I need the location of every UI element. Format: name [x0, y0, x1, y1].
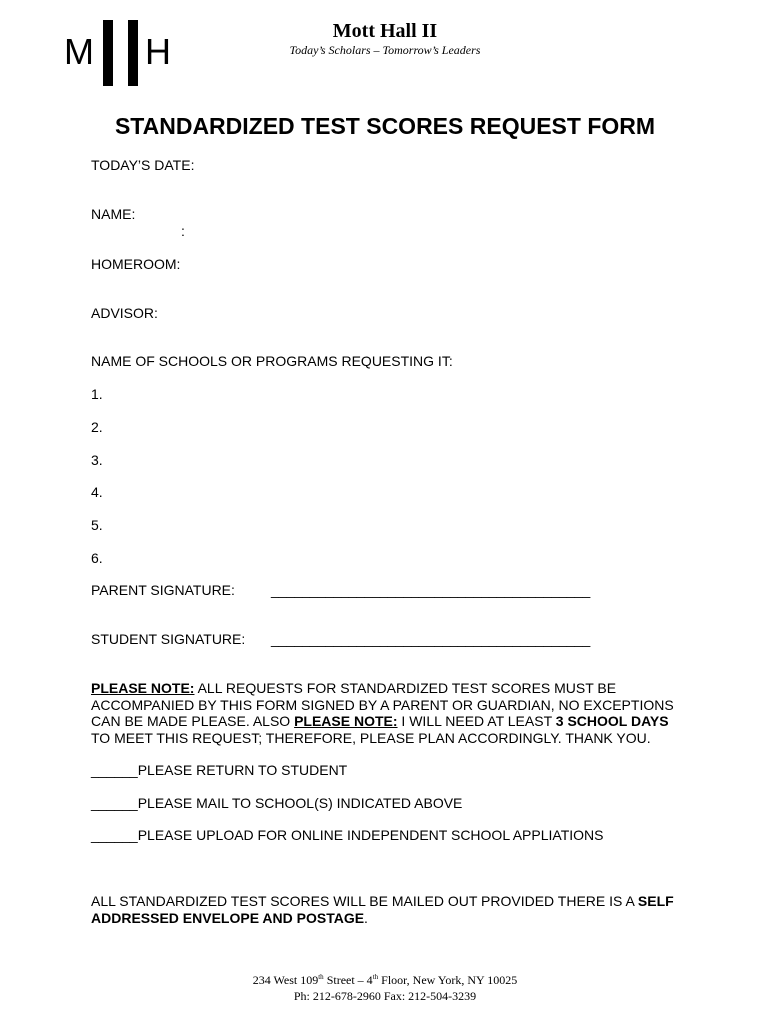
- closing-bold-self: SELF: [637, 893, 674, 909]
- option-mail-to-school[interactable]: ______PLEASE MAIL TO SCHOOL(S) INDICATED ABOVE: [91, 795, 463, 811]
- student-signature-line[interactable]: _________________________________________: [271, 631, 591, 647]
- footer-address: [0, 973, 770, 988]
- footer-address-part3: Floor, New York, NY 10025: [378, 973, 518, 987]
- parent-signature-label: PARENT SIGNATURE:: [91, 582, 235, 598]
- closing-end: .: [364, 909, 368, 926]
- footer-address-part1: 234 West 109: [252, 973, 319, 987]
- note-label-1: PLEASE NOTE:: [91, 680, 195, 696]
- school-list-item-2: 2.: [91, 419, 103, 435]
- logo-letter-m: M: [64, 31, 94, 72]
- school-tagline: Today’s Scholars – Tomorrow’s Leaders: [289, 43, 481, 57]
- note-text-2: I WILL NEED AT LEAST: [397, 713, 556, 729]
- school-name: Mott Hall II: [332, 20, 438, 42]
- name-label: NAME:: [91, 206, 136, 222]
- name-colon: :: [181, 223, 185, 239]
- school-list-item-4: 4.: [91, 484, 103, 500]
- form-title: STANDARDIZED TEST SCORES REQUEST FORM: [114, 113, 656, 139]
- school-list-item-6: 6.: [91, 550, 103, 566]
- note-paragraph: [91, 680, 691, 746]
- todays-date-label: TODAY’S DATE:: [91, 157, 195, 173]
- note-label-2: PLEASE NOTE:: [294, 713, 398, 729]
- option-upload-online[interactable]: ______PLEASE UPLOAD FOR ONLINE INDEPENDENT SCHOOL APPLIATIONS: [91, 827, 604, 843]
- schools-heading: NAME OF SCHOOLS OR PROGRAMS REQUESTING IT:: [91, 353, 453, 369]
- closing-bold-envelope: ADDRESSED ENVELOPE AND POSTAGE: [91, 909, 365, 926]
- note-text-1: ALL REQUESTS FOR STANDARDIZED TEST SCORES MUST BE ACCOMPANIED BY THIS FORM SIGNED BY A PARENT OR GUARDIAN, NO EXCEPTIONS CAN BE MADE PLEASE. ALSO: [91, 680, 674, 729]
- footer-sup-1: th: [318, 973, 324, 981]
- closing-text: ALL STANDARDIZED TEST SCORES WILL BE MAILED OUT PROVIDED THERE IS A: [91, 893, 638, 909]
- advisor-label: ADVISOR:: [91, 305, 158, 321]
- closing-paragraph: [91, 893, 691, 926]
- option-return-to-student[interactable]: ______PLEASE RETURN TO STUDENT: [91, 762, 348, 778]
- student-signature-label: STUDENT SIGNATURE:: [91, 631, 246, 647]
- note-school-days: 3 SCHOOL DAYS: [555, 713, 669, 729]
- homeroom-label: HOMEROOM:: [91, 256, 181, 272]
- logo-letter-h: H: [145, 31, 171, 72]
- footer-address-part2: Street – 4: [323, 973, 373, 987]
- school-list-item-3: 3.: [91, 452, 103, 468]
- school-list-item-5: 5.: [91, 517, 103, 533]
- footer-sup-2: th: [372, 973, 379, 981]
- note-text-3: TO MEET THIS REQUEST; THEREFORE, PLEASE PLAN ACCORDINGLY. THANK YOU.: [91, 729, 651, 746]
- footer-phone: Ph: 212-678-2960 Fax: 212-504-3239: [293, 989, 477, 1003]
- parent-signature-line[interactable]: _________________________________________: [271, 582, 591, 598]
- school-list-item-1: 1.: [91, 386, 103, 402]
